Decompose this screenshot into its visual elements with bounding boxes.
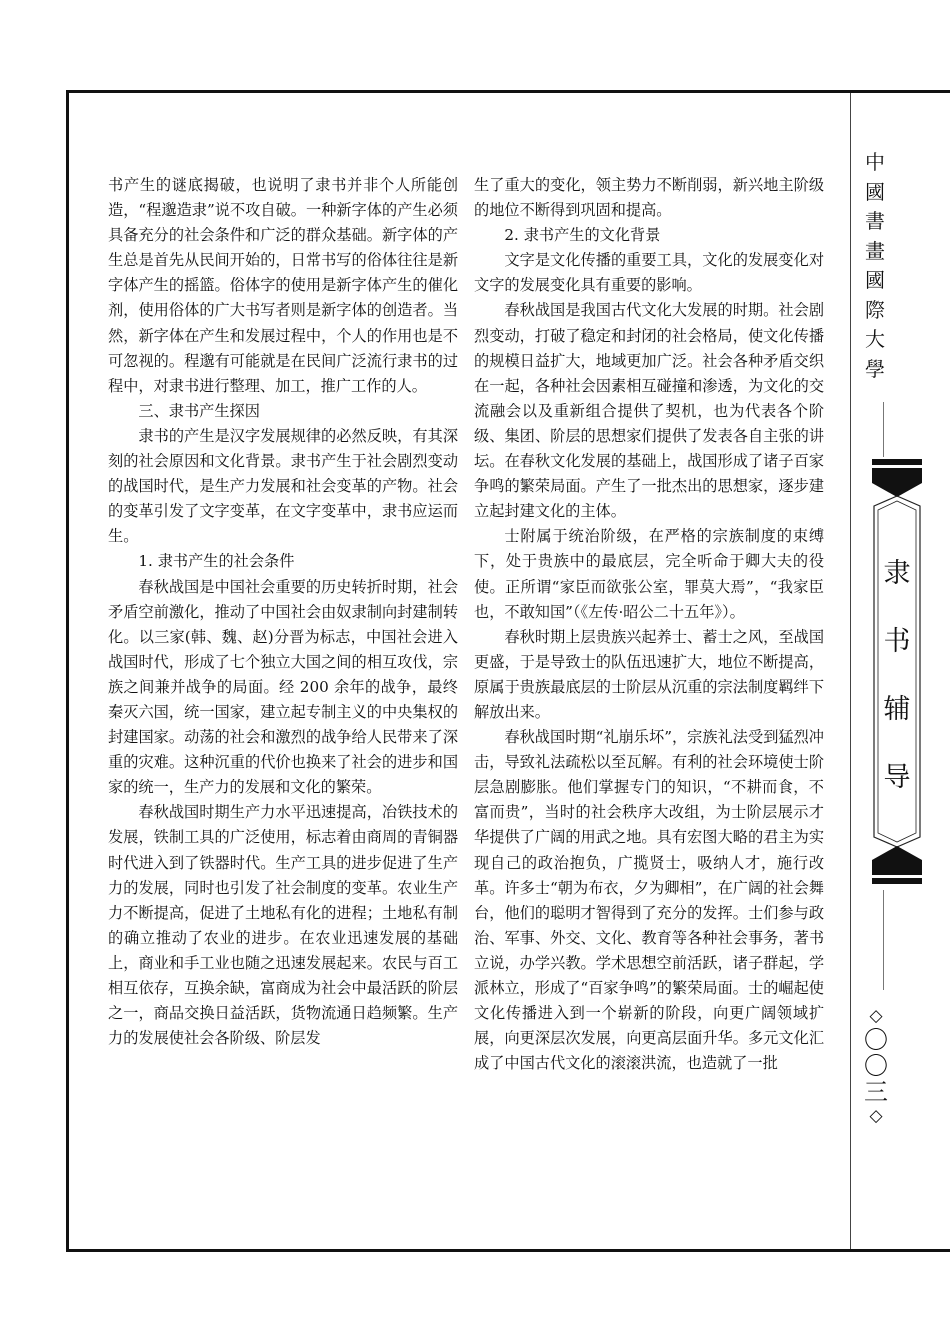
school-char: 中 <box>865 150 885 174</box>
school-char: 國 <box>865 268 885 292</box>
paragraph: 书产生的谜底揭破，也说明了隶书并非个人所能创造，“程邈造隶”说不攻自破。一种新字体的产生必须具备充分的社会条件和广泛的群众基础。新字体的产生总是首先从民间开始的，日常书写的俗体往往是新字体产生的摇篮。俗体字的使用是新字体产生的催化剂，使用俗体的广大书写者则是新字体的创造者。当然，新字体在产生和发展过程中，个人的作用也是不可忽视的。程邈有可能就是在民间广泛流行隶书的过程中，对隶书进行整理、加工，推广工作的人。 <box>108 176 458 395</box>
school-char: 際 <box>865 297 885 322</box>
paragraph: 生了重大的变化，领主势力不断削弱，新兴地主阶级的地位不断得到巩固和提高。 <box>474 176 824 220</box>
subsection-heading: 2. 隶书产生的文化背景 <box>504 226 661 245</box>
page-frame-bottom <box>66 1249 950 1252</box>
school-char: 畫 <box>865 238 885 263</box>
paragraph: 春秋战国是我国古代文化大发展的时期。社会剧烈变动，打破了稳定和封闭的社会格局，使文化传播的规模日益扩大，地域更加广泛。社会各种矛盾交织在一起，各种社会因素相互碰撞和渗透，为文化的交流融会以及重新组合提供了契机，也为代表各个阶级、集团、阶层的思想家们提供了发表各自主张的讲坛。在春秋文化发展的基础上，战国形成了诸子百家争鸣的繁荣局面。产生了一批杰出的思想家，逐步建立起封建文化的主体。 <box>474 301 824 521</box>
paragraph: 士附属于统治阶级，在严格的宗族制度的束缚下，处于贵族中的最底层，完全听命于卿大夫的役使。正所谓“家臣而欲张公室，罪莫大焉”，“我家臣也，不敢知国”（《左传·昭公二十五年》）。 <box>474 527 824 621</box>
page-digit: 〇 <box>864 1026 888 1054</box>
paragraph: 春秋时期上层贵族兴起养士、蓄士之风，至战国更盛，于是导致士的队伍迅速扩大，地位不断提高，原属于贵族最底层的士阶层从沉重的宗法制度羁绊下解放出来。 <box>474 627 824 721</box>
page-frame-left <box>66 90 69 1252</box>
paragraph: 文字是文化传播的重要工具，文化的发展变化对文字的发展变化具有重要的影响。 <box>474 251 824 295</box>
left-column <box>108 173 458 1051</box>
subject-char: 书 <box>883 626 911 657</box>
school-char: 大 <box>865 327 885 351</box>
page-digit: 〇 <box>864 1052 888 1080</box>
section-heading: 三、隶书产生探因 <box>138 401 260 420</box>
page-frame-top <box>66 90 950 93</box>
ornament-top <box>872 459 922 499</box>
sidebar-divider <box>850 93 851 1249</box>
subsection-heading: 1. 隶书产生的社会条件 <box>138 552 295 571</box>
sidebar-connector-line <box>883 402 884 457</box>
school-name-vertical <box>860 148 890 384</box>
paragraph: 春秋战国是中国社会重要的历史转折时期，社会矛盾空前激化，推动了中国社会由奴隶制向封建制转化。以三家(韩、魏、赵)分晋为标志，中国社会进入战国时代，形成了七个独立大国之间的相互攻伐，宗族之间兼并战争的局面。经 200 余年的战争，最终秦灭六国，统一国家，建立起专制主义的中央集权的封建国家。动荡的社会和激烈的战争给人民带来了深重的灾难。这种沉重的代价也换来了社会的进步和国家的统一，生产力的发展和文化的繁荣。 <box>108 577 458 797</box>
school-char: 書 <box>865 209 885 233</box>
subject-char: 隶 <box>883 558 911 589</box>
diamond-icon: ◇ <box>869 1006 883 1026</box>
paragraph: 春秋战国时期生产力水平迅速提高，冶铁技术的发展，铁制工具的广泛使用，标志着由商周的青铜器时代进入到了铁器时代。生产工具的进步促进了生产力的发展，同时也引发了社会制度的变革。农业生产力不断提高，促进了土地私有化的进程；土地私有制的确立推动了农业的进步。在农业迅速发展的基础上，商业和手工业也随之迅速发展起来。农民与百工相互依存，互换余缺，富商成为社会中最活跃的阶层之一，商品交换日益活跃，货物流通日趋频繁。生产力的发展使社会各阶级、阶层发 <box>108 803 458 1048</box>
subject-title-vertical <box>870 540 924 812</box>
ornament-bottom <box>872 844 922 884</box>
school-char: 學 <box>865 356 885 381</box>
right-column <box>474 173 824 1076</box>
school-char: 國 <box>865 179 885 204</box>
paragraph: 春秋战国时期“礼崩乐坏”，宗族礼法受到猛烈冲击，导致礼法疏松以至瓦解。有利的社会环境使士阶层急剧膨胀。他们掌握专门的知识，“不耕而食，不富而贵”，当时的社会秩序大改组，为士阶层展示才华提供了广阔的用武之地。具有宏图大略的君主为实现自己的政治抱负，广揽贤士，吸纳人才，施行改革。许多士“朝为布衣，夕为卿相”，在广阔的社会舞台，他们的聪明才智得到了充分的发挥。士们参与政治、军事、外交、文化、教育等各种社会事务，著书立说，办学兴教。学术思想空前活跃，诸子群起，学派林立，形成了“百家争鸣”的繁荣局面。士的崛起使文化传播进入到一个崭新的阶段，向更广阔领域扩展，向更深层次发展，向更高层面升华。多元文化汇成了中国古代文化的滚滚洪流，也造就了一批 <box>474 728 824 1073</box>
subject-char: 导 <box>883 762 911 793</box>
subject-char: 辅 <box>883 694 911 725</box>
page-digit: 三 <box>864 1078 888 1106</box>
sidebar-connector-line <box>883 890 884 990</box>
page-number-vertical <box>856 1005 896 1127</box>
diamond-icon: ◇ <box>869 1106 883 1126</box>
paragraph: 隶书的产生是汉字发展规律的必然反映，有其深刻的社会原因和文化背景。隶书产生于社会剧烈变动的战国时代，是生产力发展和社会变革的产物。社会的变革引发了文字变革，在文字变革中，隶书应运而生。 <box>108 426 458 546</box>
